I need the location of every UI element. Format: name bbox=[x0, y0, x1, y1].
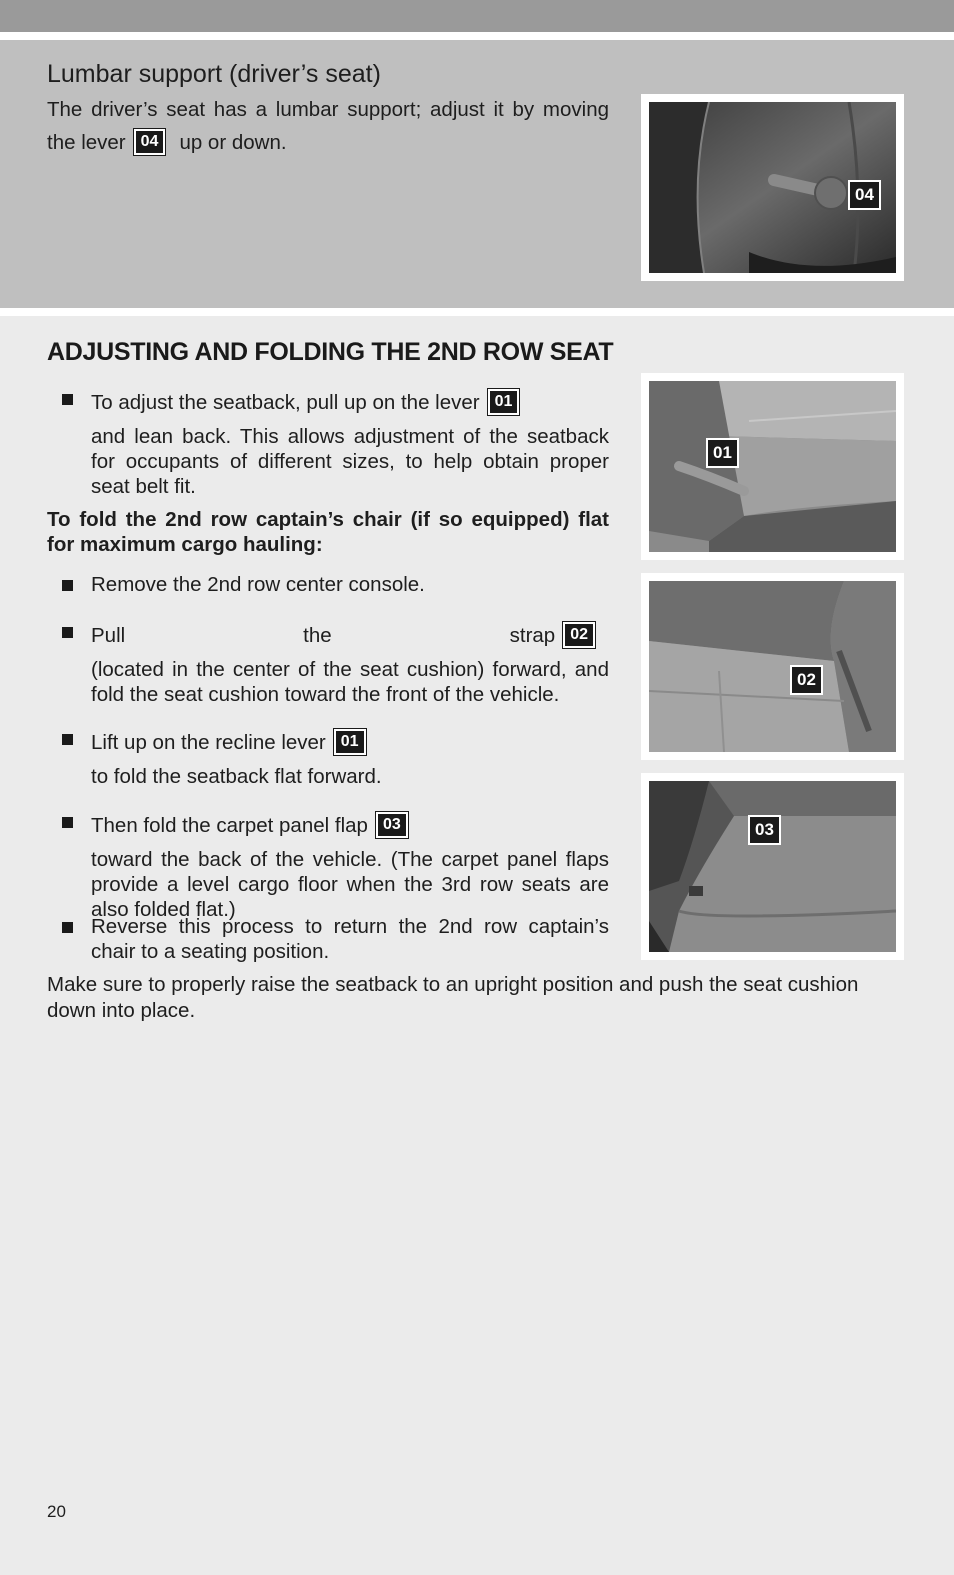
bullet-square-icon bbox=[62, 734, 73, 745]
bullet5-after: toward the back of the vehicle. (The carpet panel flaps provide a level cargo floor when the 3rd row seats are also folded flat.) bbox=[91, 848, 609, 921]
lumbar-text bbox=[47, 93, 609, 159]
lever-badge-04: 04 bbox=[134, 129, 166, 155]
bullet-square-icon bbox=[62, 394, 73, 405]
bullet1-after: and lean back. This allows adjustment of the seatback for occupants of different sizes, to help obtain proper seat belt fit. bbox=[91, 425, 609, 498]
bullet-adjust-seatback bbox=[47, 386, 609, 419]
bullet-square-icon bbox=[62, 922, 73, 933]
bullet4-after: to fold the seatback flat forward. bbox=[91, 765, 382, 788]
bullet5-continuation bbox=[91, 847, 609, 922]
flap-badge-03: 03 bbox=[376, 812, 408, 838]
bullet-carpet-flap bbox=[47, 809, 609, 842]
strap-badge-02: 02 bbox=[563, 622, 595, 648]
bullet-square-icon bbox=[62, 627, 73, 638]
seatback-lever-photo bbox=[641, 373, 904, 560]
instructions-column bbox=[47, 386, 609, 419]
header-spacer bbox=[0, 32, 954, 40]
lumbar-lever-photo bbox=[641, 94, 904, 281]
bullet1-before: To adjust the seatback, pull up on the lever bbox=[91, 391, 480, 414]
bullet3-after: (located in the center of the seat cushion) forward, and fold the seat cushion toward the front of the vehicle. bbox=[91, 658, 609, 706]
strap-image bbox=[649, 581, 896, 752]
section-divider bbox=[0, 308, 954, 316]
bullet-square-icon bbox=[62, 580, 73, 591]
photo-badge-01: 01 bbox=[706, 438, 739, 468]
bullet6-text: Reverse this process to return the 2nd row captain’s chair to a seating position. bbox=[91, 915, 609, 963]
footer-note: Make sure to properly raise the seatback to an upright position and push the seat cushion down into place. bbox=[47, 973, 859, 1022]
lumbar-title: Lumbar support (driver’s seat) bbox=[47, 60, 381, 88]
bullet2-text: Remove the 2nd row center console. bbox=[91, 573, 425, 596]
section-title: ADJUSTING AND FOLDING THE 2ND ROW SEAT bbox=[47, 338, 614, 366]
lumbar-text-before: The driver’s seat has a lumbar support; adjust it by moving the lever bbox=[47, 98, 609, 154]
fold-subhead: To fold the 2nd row captain’s chair (if so equipped) flat for maximum cargo hauling: bbox=[47, 508, 609, 556]
page-number: 20 bbox=[47, 1502, 66, 1521]
photo-badge-03: 03 bbox=[748, 815, 781, 845]
photo-badge-02: 02 bbox=[790, 665, 823, 695]
bullet-reverse-process bbox=[47, 914, 609, 964]
bullet-recline-lever bbox=[47, 726, 609, 759]
lumbar-text-after: up or down. bbox=[179, 131, 287, 154]
bullet3-continuation bbox=[91, 657, 609, 707]
carpet-flap-photo bbox=[641, 773, 904, 960]
bullet-remove-console bbox=[47, 572, 609, 597]
bullet4-before: Lift up on the recline lever bbox=[91, 731, 326, 754]
bullet-pull-strap bbox=[47, 619, 609, 652]
bullet5-before: Then fold the carpet panel flap bbox=[91, 814, 368, 837]
photo-badge-04: 04 bbox=[848, 180, 881, 210]
bullet1-continuation bbox=[91, 424, 609, 499]
lever-badge-01: 01 bbox=[488, 389, 520, 415]
lumbar-section bbox=[0, 40, 954, 308]
strap-photo bbox=[641, 573, 904, 760]
bullet-square-icon bbox=[62, 817, 73, 828]
recline-badge-01: 01 bbox=[334, 729, 366, 755]
bullet3-before: Pull the strap bbox=[91, 624, 556, 647]
seatback-lever-image bbox=[649, 381, 896, 552]
carpet-flap-image bbox=[649, 781, 896, 952]
top-header-bar bbox=[0, 0, 954, 32]
bullet4-continuation bbox=[91, 764, 609, 789]
